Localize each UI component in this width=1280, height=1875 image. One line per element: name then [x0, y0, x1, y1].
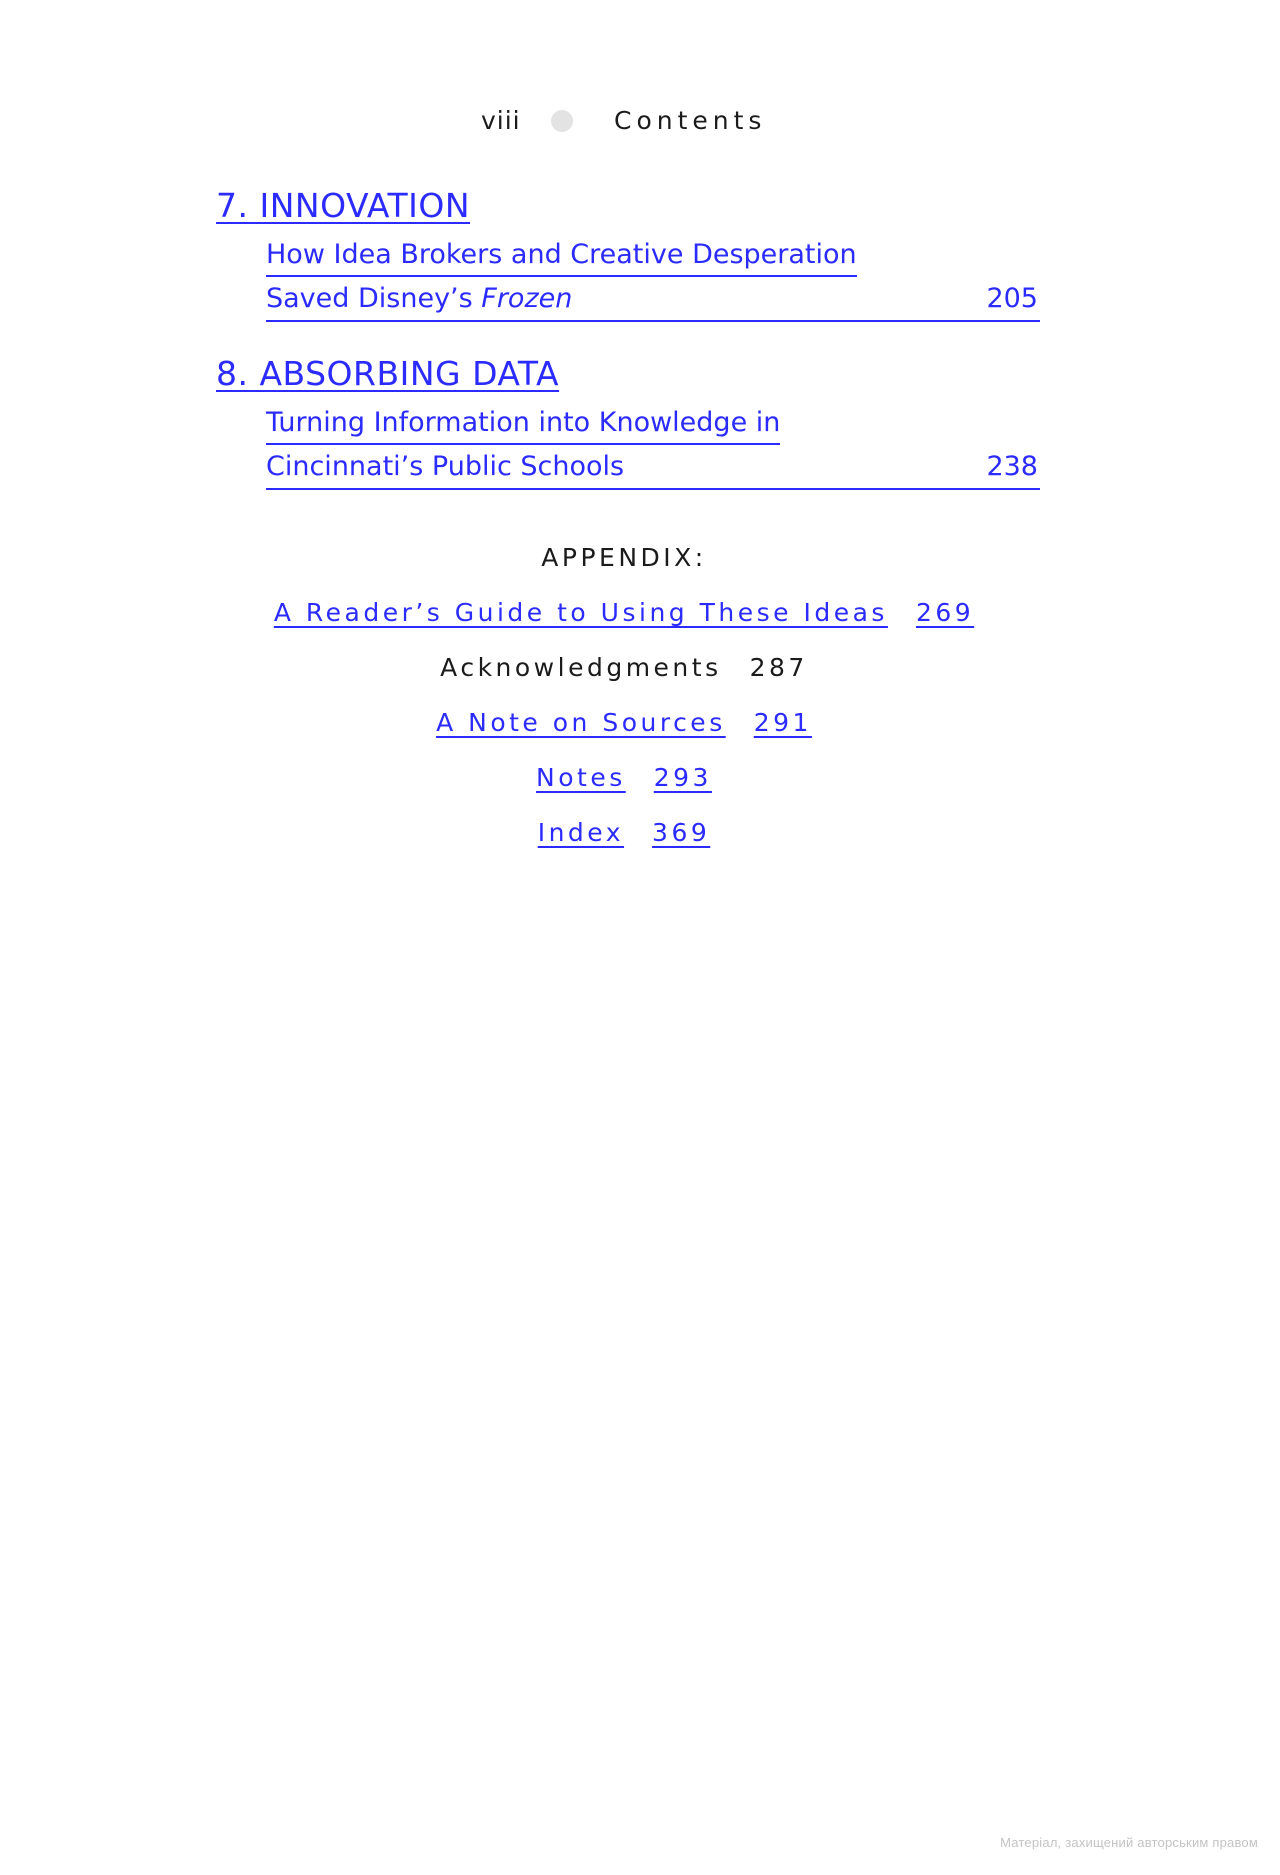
index-link[interactable]	[538, 818, 711, 847]
index-label: Index	[537, 818, 625, 847]
chapter-8-subtitle-line-1	[266, 400, 1040, 446]
chapter-8-subtitle-line-2[interactable]	[266, 446, 1040, 490]
chapter-7-subtitle-link-1[interactable]: How Idea Brokers and Creative Desperation	[266, 235, 857, 277]
toc-entry-chapter-7	[216, 186, 1040, 322]
appendix-heading-row	[0, 538, 1248, 593]
chapter-7-subtitle-link-2[interactable]	[266, 278, 572, 320]
chapter-7-subtitle-line-1	[266, 232, 1040, 278]
appendix-label: APPENDIX:	[541, 543, 707, 572]
chapter-8-page-link[interactable]: 238	[986, 451, 1038, 482]
acknowledgments-row	[0, 648, 1248, 703]
acknowledgments-page: 287	[749, 653, 808, 682]
back-matter-list	[0, 538, 1248, 868]
notes-label: Notes	[536, 763, 626, 792]
chapter-7-page-link[interactable]: 205	[986, 283, 1038, 314]
readers-guide-page: 269	[915, 598, 975, 627]
notes-page: 293	[653, 763, 712, 792]
section-title: Contents	[614, 106, 767, 135]
index-page: 369	[652, 818, 711, 847]
chapter-7-subtitle-prefix: Saved Disney’s	[266, 283, 482, 314]
notes-row	[0, 758, 1248, 813]
chapter-8-title-link[interactable]: 8. ABSORBING DATA	[216, 354, 560, 393]
chapter-7-subtitle-line-2[interactable]	[266, 278, 1040, 322]
chapter-7-title-link[interactable]: 7. INNOVATION	[216, 186, 470, 225]
readers-guide-row	[0, 593, 1248, 648]
note-on-sources-link[interactable]	[436, 708, 812, 737]
copyright-watermark: Матеріал, захищений авторським правом	[1000, 1835, 1258, 1850]
bullet-dot-icon	[551, 110, 573, 132]
note-on-sources-label: A Note on Sources	[436, 708, 726, 737]
note-on-sources-page: 291	[753, 708, 812, 737]
index-row	[0, 813, 1248, 868]
readers-guide-label: A Reader’s Guide to Using These Ideas	[273, 598, 888, 627]
running-header	[0, 106, 1280, 136]
chapter-8-subtitle-link-2[interactable]: Cincinnati’s Public Schools	[266, 451, 625, 482]
toc-entry-chapter-8	[216, 354, 1040, 490]
readers-guide-link[interactable]	[274, 598, 974, 627]
notes-link[interactable]	[536, 763, 712, 792]
chapter-8-subtitle-link-1[interactable]: Turning Information into Knowledge in	[266, 403, 780, 445]
acknowledgments-label: Acknowledgments	[440, 653, 722, 682]
chapter-7-subtitle-italic: Frozen	[481, 283, 573, 314]
page-number: viii	[481, 106, 521, 135]
note-on-sources-row	[0, 703, 1248, 758]
